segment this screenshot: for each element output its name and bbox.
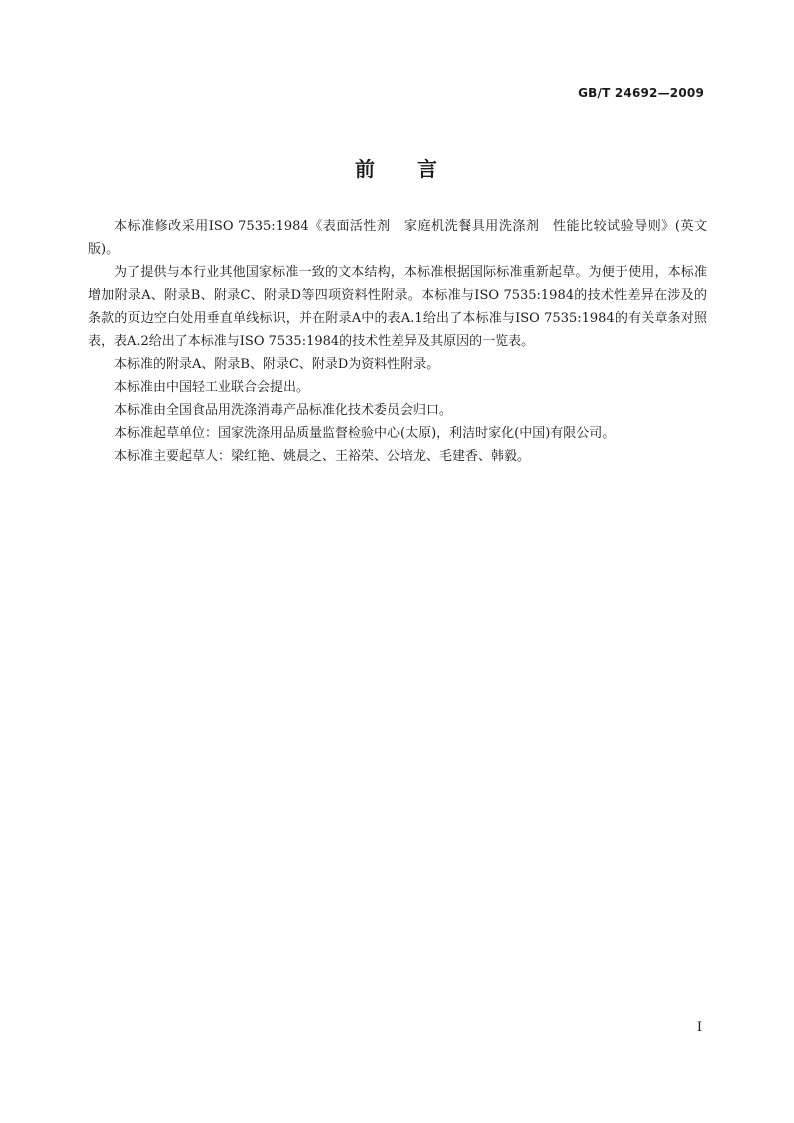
page-title: [0, 153, 794, 182]
title-char-1: 前: [355, 157, 377, 181]
paragraph-committee: 本标准由全国食品用洗涤消毒产品标准化技术委员会归口。: [114, 403, 453, 418]
paragraph-annexes: 本标准的附录A、附录B、附录C、附录D为资料性附录。: [114, 357, 440, 372]
standard-number: GB/T 24692—2009: [578, 86, 704, 100]
paragraph-structure: 为了提供与本行业其他国家标准一致的文本结构，本标准根据国际标准重新起草。为便于使用，本标准增加附录A、附录B、附录C、附录D等四项资料性附录。本标准与ISO 7535:1984的技术性差异在涉及的条款的页边空白处用垂直单线标识，并在附录A中的表A.1给出了本标准与ISO 7535:1984的有关章条对照表，表A.2给出了本标准与ISO 7535:1984的技术性差异及其原因的一览表。: [88, 265, 707, 349]
paragraph-adoption: 本标准修改采用ISO 7535:1984《表面活性剂 家庭机洗餐具用洗涤剂 性能比较试验导则》(英文版)。: [88, 219, 707, 257]
paragraph-proposer: 本标准由中国轻工业联合会提出。: [114, 380, 310, 395]
title-char-2: 言: [417, 157, 439, 181]
paragraph-drafters: 本标准主要起草人：梁红艳、姚晨之、王裕荣、公培龙、毛建香、韩毅。: [114, 449, 531, 464]
page-number: I: [696, 1020, 702, 1035]
foreword-body: [88, 215, 707, 468]
paragraph-drafting-units: 本标准起草单位：国家洗涤用品质量监督检验中心(太原)，利洁时家化(中国)有限公司。: [114, 426, 616, 441]
